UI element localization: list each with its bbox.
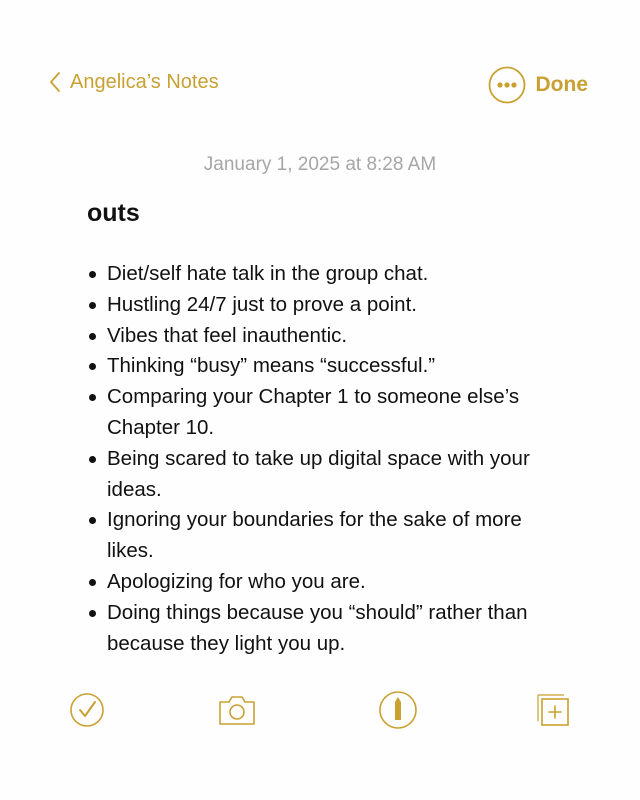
- note-bullet-list[interactable]: [87, 259, 547, 659]
- markup-pen-icon[interactable]: [378, 690, 418, 730]
- back-button[interactable]: [48, 70, 219, 94]
- list-item[interactable]: Hustling 24/7 just to prove a point.: [87, 290, 547, 321]
- list-item[interactable]: Apologizing for who you are.: [87, 567, 547, 598]
- note-timestamp: January 1, 2025 at 8:28 AM: [203, 154, 437, 175]
- back-button-label: Angelica’s Notes: [70, 70, 219, 93]
- list-item[interactable]: Thinking “busy” means “successful.”: [87, 351, 547, 382]
- list-item[interactable]: Being scared to take up digital space with your ideas.: [87, 444, 547, 506]
- list-item[interactable]: Ignoring your boundaries for the sake of more likes.: [87, 505, 547, 567]
- compose-icon[interactable]: [535, 690, 575, 730]
- list-item[interactable]: Vibes that feel inauthentic.: [87, 321, 547, 352]
- done-button[interactable]: Done: [535, 73, 588, 96]
- list-item[interactable]: Diet/self hate talk in the group chat.: [87, 259, 547, 290]
- list-item[interactable]: Comparing your Chapter 1 to someone else’s Chapter 10.: [87, 382, 547, 444]
- note-title[interactable]: outs: [87, 199, 140, 227]
- checklist-icon[interactable]: [67, 690, 107, 730]
- nav-actions: [488, 66, 589, 104]
- more-options-icon[interactable]: [488, 66, 526, 104]
- camera-icon[interactable]: [217, 690, 257, 730]
- list-item[interactable]: Doing things because you “should” rather than because they light you up.: [87, 598, 547, 660]
- chevron-left-icon: [48, 70, 62, 94]
